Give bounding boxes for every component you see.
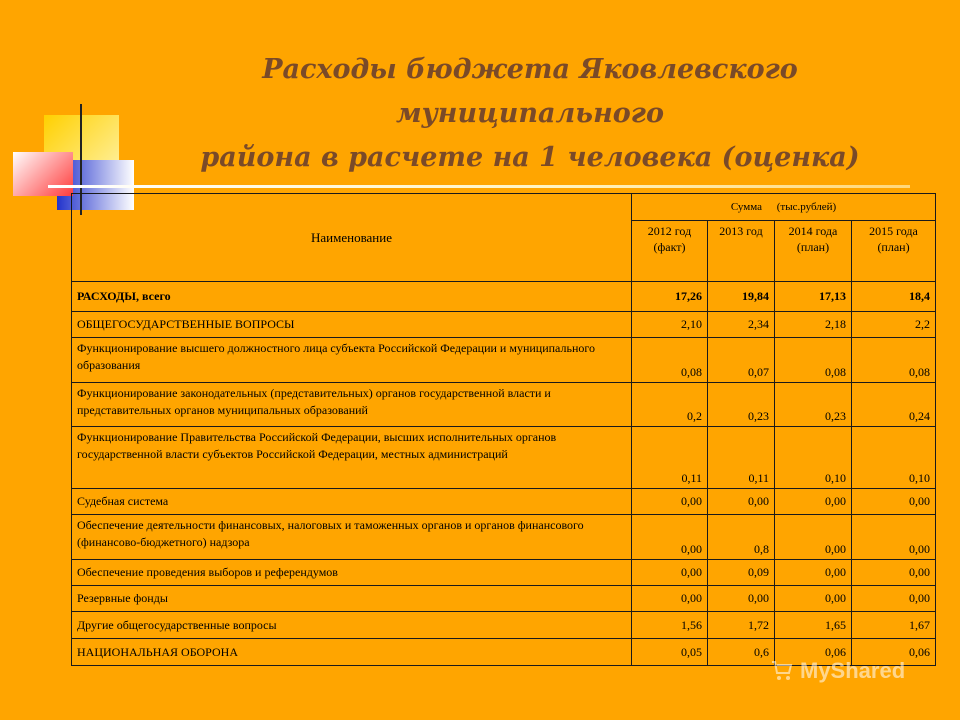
row-name: Обеспечение проведения выборов и референдумов [72,560,632,586]
row-value: 1,72 [708,612,775,639]
decor-red-square [13,152,73,196]
title-line-2: района в расчете на 1 человека (оценка) [200,142,860,173]
row-name: Судебная система [72,489,632,515]
row-value: 0,08 [775,338,852,383]
watermark [770,658,905,684]
row-value: 2,10 [632,312,708,338]
row-value: 0,00 [775,515,852,560]
row-value: 1,67 [852,612,936,639]
header-name: Наименование [72,194,632,282]
header-sum-label: Сумма [730,201,762,213]
row-name: ОБЩЕГОСУДАРСТВЕННЫЕ ВОПРОСЫ [72,312,632,338]
row-value: 0,24 [852,383,936,427]
row-value: 19,84 [708,282,775,312]
budget-table [71,193,936,666]
row-name: Функционирование высшего должностного лица субъекта Российской Федерации и муниципального образования [72,338,632,383]
row-value: 0,00 [775,489,852,515]
row-value: 0,10 [775,427,852,489]
row-value: 2,34 [708,312,775,338]
row-value: 1,65 [775,612,852,639]
row-value: 2,18 [775,312,852,338]
row-value: 0,23 [708,383,775,427]
row-value: 0,00 [708,489,775,515]
page-title [170,48,890,180]
row-value: 0,08 [632,338,708,383]
row-value: 17,13 [775,282,852,312]
header-sum [632,194,936,221]
row-value: 18,4 [852,282,936,312]
row-value: 0,08 [852,338,936,383]
header-year-2012: 2012 год (факт) [632,221,708,282]
watermark-text: MyShared [800,658,906,683]
row-value: 0,00 [852,586,936,612]
row-value: 0,07 [708,338,775,383]
header-year-2013: 2013 год [708,221,775,282]
row-value: 0,05 [632,639,708,666]
row-value: 0,00 [775,586,852,612]
header-unit-label: (тыс.рублей) [776,201,837,213]
row-value: 0,00 [632,560,708,586]
table-row [72,427,936,489]
row-value: 0,10 [852,427,936,489]
row-value: 0,23 [775,383,852,427]
row-value: 0,06 [775,639,852,666]
table-row [72,282,936,312]
row-value: 0,6 [708,639,775,666]
table-row [72,312,936,338]
row-value: 0,09 [708,560,775,586]
row-value: 0,11 [632,427,708,489]
row-value: 0,8 [708,515,775,560]
title-line-1: Расходы бюджета Яковлевского муниципального [262,54,798,129]
row-value: 0,00 [632,515,708,560]
row-value: 2,2 [852,312,936,338]
cart-icon [770,658,794,682]
row-value: 0,00 [632,489,708,515]
table-row [72,338,936,383]
row-value: 17,26 [632,282,708,312]
row-value: 0,11 [708,427,775,489]
title-underline [48,185,910,188]
row-value: 0,2 [632,383,708,427]
row-value: 1,56 [632,612,708,639]
table-row [72,612,936,639]
table-row [72,515,936,560]
row-value: 0,00 [708,586,775,612]
row-name: Функционирование Правительства Российской Федерации, высших исполнительных органов государственной власти субъектов Российской Федерации, местных администраций [72,427,632,489]
row-value: 0,00 [775,560,852,586]
row-name: Другие общегосударственные вопросы [72,612,632,639]
row-name: Резервные фонды [72,586,632,612]
header-year-2014: 2014 года (план) [775,221,852,282]
row-name: Функционирование законодательных (представительных) органов государственной власти и представительных органов муниципальных образований [72,383,632,427]
row-name: НАЦИОНАЛЬНАЯ ОБОРОНА [72,639,632,666]
table-row [72,489,936,515]
row-value: 0,00 [632,586,708,612]
table-row [72,383,936,427]
row-value: 0,00 [852,489,936,515]
row-name: Обеспечение деятельности финансовых, налоговых и таможенных органов и органов финансового (финансово-бюджетного) надзора [72,515,632,560]
table-row [72,586,936,612]
header-year-2015: 2015 года (план) [852,221,936,282]
row-name: РАСХОДЫ, всего [72,282,632,312]
row-value: 0,06 [852,639,936,666]
row-value: 0,00 [852,515,936,560]
row-value: 0,00 [852,560,936,586]
table-row [72,560,936,586]
table-body [72,282,936,666]
